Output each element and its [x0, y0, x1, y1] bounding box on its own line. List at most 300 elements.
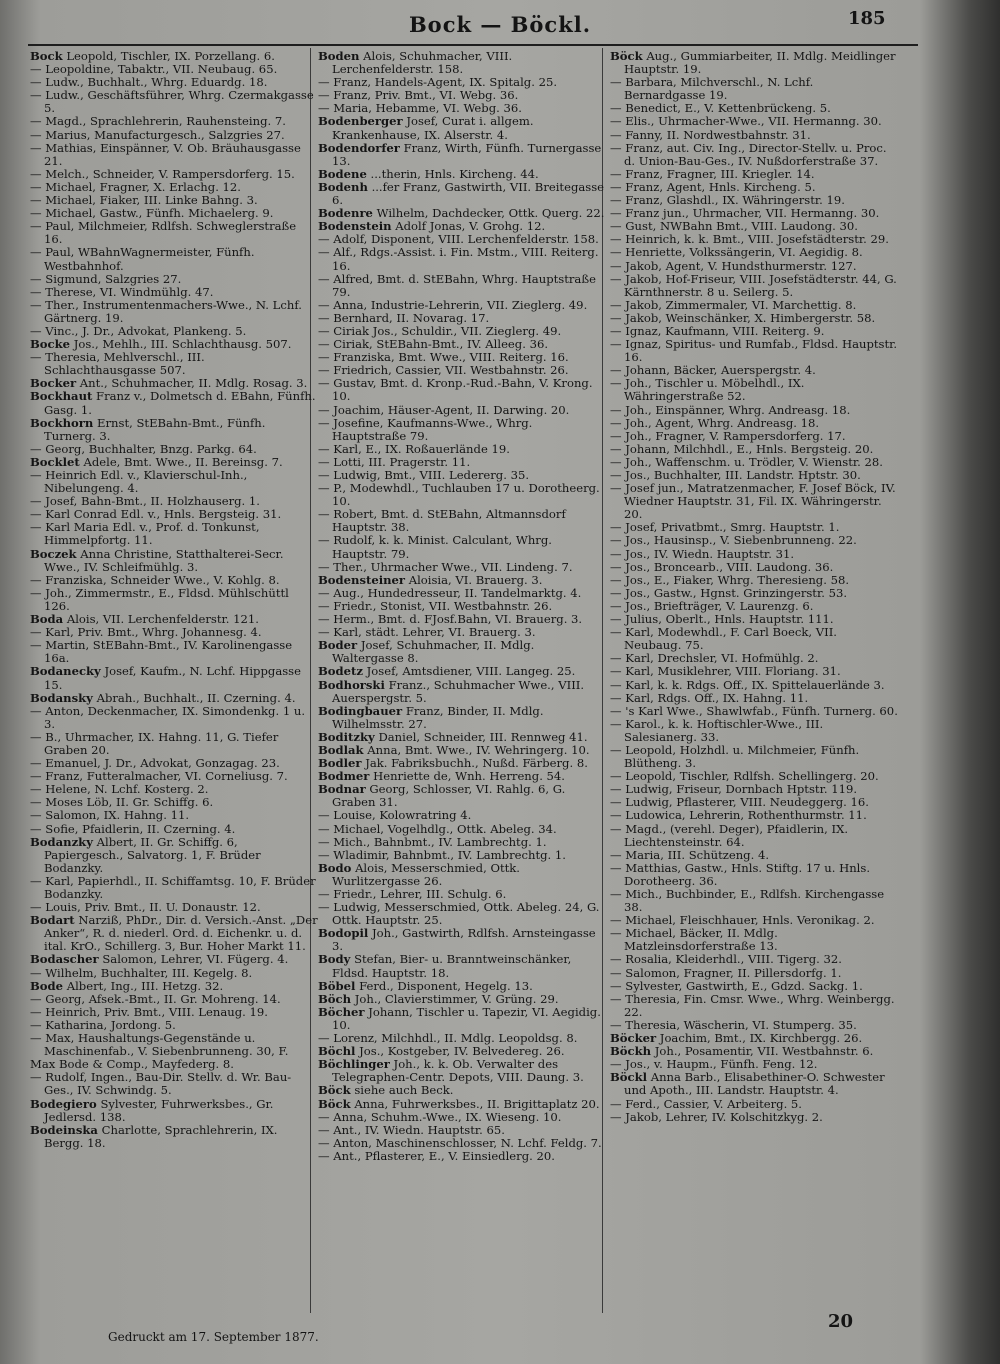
- entry-text: — Matthias, Gastw., Hnls. Stiftg. 17 u. Hnls. Dorotheerg. 36.: [610, 860, 871, 888]
- directory-entry: [610, 338, 898, 364]
- entry-text: — Ignaz, Spiritus- und Rumfab., Fldsd. Hauptstr. 16.: [610, 337, 898, 365]
- entry-text: — Ciriak, StEBahn-Bmt., IV. Alleeg. 36.: [318, 337, 549, 352]
- directory-entry: [610, 823, 898, 849]
- directory-entry: [318, 377, 606, 403]
- entry-text: Anna, Fuhrwerksbes., II. Brigittaplatz 20.: [354, 1096, 600, 1111]
- directory-entry: [610, 142, 898, 168]
- entry-text: — Heinrich Edl. v., Klavierschul-Inh., Nibelungeng. 4.: [30, 468, 248, 496]
- entry-text: — Louis, Priv. Bmt., II. U. Donaustr. 12.: [30, 900, 261, 915]
- directory-entry: [30, 731, 318, 757]
- entry-text: — Katharina, Jordong. 5.: [30, 1017, 176, 1032]
- directory-entry: [318, 50, 606, 76]
- entry-text: — Elis., Uhrmacher-Wwe., VII. Hermanng. 30.: [610, 114, 882, 129]
- entry-text: — Jos., Briefträger, V. Laurenzg. 6.: [610, 598, 814, 613]
- directory-entry: [30, 548, 318, 574]
- entry-text: Adolf Jonas, V. Grohg. 12.: [395, 219, 546, 234]
- entry-text: — Lorenz, Milchhdl., II. Mdlg. Leopoldsg. 8.: [318, 1031, 578, 1046]
- entry-text: — Ludwig, Bmt., VIII. Ledererg. 35.: [318, 468, 530, 482]
- entry-text: — Michael, Fragner, X. Erlachg. 12.: [30, 179, 241, 194]
- entry-text: — Leopoldine, Tabaktr., VII. Neubaug. 65.: [30, 62, 278, 77]
- entry-text: — Salomon, IX. Hahng. 11.: [30, 808, 190, 823]
- entry-text: Albert, Ing., III. Hetzg. 32.: [66, 978, 224, 993]
- entry-text: Alois, Messerschmied, Ottk. Wurlitzergasse 26.: [332, 860, 520, 888]
- entry-text: — Franz, aut. Civ. Ing., Director-Stellv. u. Proc. d. Union-Bau-Ges., IV. Nußdorferstraße 37.: [610, 140, 887, 168]
- entry-surname: Boczek: [30, 546, 77, 561]
- entry-surname: Bodensteiner: [318, 572, 406, 587]
- entry-text: ...therin, Hnls. Kircheng. 44.: [370, 166, 539, 181]
- directory-entry: [30, 417, 318, 443]
- directory-entry: [318, 142, 606, 168]
- entry-text: — Karl, städt. Lehrer, VI. Brauerg. 3.: [318, 625, 536, 640]
- entry-text: — Henriette, Volkssängerin, VI. Aegidig. 8.: [610, 245, 863, 260]
- entry-surname: Böcher: [318, 1004, 365, 1019]
- directory-entry: [318, 1058, 606, 1084]
- entry-text: — Heinrich, Priv. Bmt., VIII. Lenaug. 19.: [30, 1004, 268, 1019]
- entry-surname: Bodenh: [318, 179, 368, 194]
- entry-surname: Bocke: [30, 337, 71, 352]
- entry-surname: Bockhaut: [30, 389, 93, 404]
- entry-text: — Ludwig, Friseur, Dornbach Hptstr. 119.: [610, 782, 858, 797]
- entry-text: — Franziska, Bmt. Wwe., VIII. Reiterg. 16.: [318, 350, 569, 365]
- entry-text: — Franz, Futteralmacher, VI. Corneliusg. 7.: [30, 769, 288, 784]
- entry-surname: Böckl: [610, 1070, 648, 1085]
- entry-surname: Bodetz: [318, 664, 363, 679]
- entry-surname: Bocklet: [30, 454, 80, 469]
- entry-text: — Joh., Einspänner, Whrg. Andreasg. 18.: [610, 402, 851, 417]
- entry-text: — Friedr., Lehrer, III. Schulg. 6.: [318, 887, 507, 901]
- entry-text: Johann, Tischler u. Tapezir, VI. Aegidig. 10.: [332, 1004, 601, 1032]
- directory-entry: [318, 181, 606, 207]
- entry-text: — Friedr., Stonist, VII. Westbahnstr. 26.: [318, 598, 553, 613]
- entry-text: — Jos., Buchhalter, III. Landstr. Hptstr. 30.: [610, 468, 861, 482]
- entry-text: — Johann, Milchhdl., E., Hnls. Bergsteig. 20.: [610, 441, 874, 456]
- entry-text: — Jos., E., Fiaker, Whrg. Theresieng. 58.: [610, 572, 850, 587]
- entry-text: — Magd., Sprachlehrerin, Rauhensteing. 7.: [30, 114, 286, 129]
- entry-text: — Benedict, E., V. Kettenbrückeng. 5.: [610, 101, 831, 116]
- entry-text: — Lotti, III. Pragerstr. 11.: [318, 454, 471, 469]
- directory-entry: [30, 299, 318, 325]
- directory-entry: [30, 469, 318, 495]
- entry-text: — Karl, E., IX. Roßauerlände 19.: [318, 441, 510, 456]
- entry-text: Joachim, Bmt., IX. Kirchbergg. 26.: [659, 1031, 863, 1046]
- entry-text: — Ludw., Geschäftsführer, Whrg. Czermakgasse 5.: [30, 88, 314, 116]
- entry-text: — Heinrich, k. k. Bmt., VIII. Josefstädterstr. 29.: [610, 232, 889, 247]
- entry-text: — Jakob, Hof-Friseur, VIII. Josefstädterstr. 44, G. Kärnthnerstr. 8 u. Seilerg. 5.: [610, 271, 897, 299]
- sheet-signature: 20: [828, 1311, 854, 1332]
- entry-surname: Bodenberger: [318, 114, 403, 129]
- entry-text: — Joh., Zimmermstr., E., Fldsd. Mühlschüttl 126.: [30, 585, 289, 613]
- entry-text: — Sylvester, Gastwirth, E., Gdzd. Sackg. 1.: [610, 978, 863, 993]
- entry-surname: Bodansky: [30, 690, 93, 705]
- entry-text: — Jos., Broncearb., VIII. Laudong. 36.: [610, 559, 834, 574]
- entry-text: — Karl, Modewhdl., F. Carl Boeck, VII. Neubaug. 75.: [610, 625, 837, 653]
- entry-text: — B., Uhrmacher, IX. Hahng. 11, G. Tiefer Graben 20.: [30, 729, 279, 757]
- entry-surname: Boditzky: [318, 729, 375, 744]
- entry-text: — Ludw., Buchhalt., Whrg. Eduardg. 18.: [30, 75, 268, 90]
- entry-text: — Therese, VI. Windmühlg. 47.: [30, 284, 214, 299]
- header-rule: [28, 44, 918, 46]
- entry-text: — Theresia, Mehlverschl., III. Schlachthausgasse 507.: [30, 350, 205, 378]
- entry-text: — Jakob, Zimmermaler, VI. Marchettig. 8.: [610, 297, 857, 312]
- directory-entry: [318, 1150, 606, 1163]
- entry-text: Ant., Schuhmacher, II. Mdlg. Rosag. 3.: [79, 376, 308, 391]
- entry-text: Max Bode & Comp., Mayfederg. 8.: [30, 1057, 234, 1072]
- entry-surname: Bocker: [30, 376, 77, 391]
- directory-entry: [318, 115, 606, 141]
- entry-text: — Moses Löb, II. Gr. Schiffg. 6.: [30, 795, 214, 810]
- entry-surname: Bodo: [318, 860, 352, 875]
- entry-text: — Melch., Schneider, V. Rampersdorferg. 15.: [30, 166, 295, 181]
- entry-text: — Wilhelm, Buchhalter, III. Kegelg. 8.: [30, 965, 253, 980]
- entry-text: — Josefine, Kaufmanns-Wwe., Whrg. Hauptstraße 79.: [318, 415, 533, 443]
- entry-surname: Böbel: [318, 978, 356, 993]
- directory-entry: [318, 534, 606, 560]
- entry-surname: Böckh: [610, 1044, 652, 1059]
- directory-entry: [30, 875, 318, 901]
- directory-entry: [30, 142, 318, 168]
- entry-surname: Bodeinska: [30, 1122, 98, 1137]
- entry-text: — Leopold, Holzhdl. u. Milchmeier, Fünfh. Blütheng. 3.: [610, 742, 860, 771]
- entry-surname: Bodnar: [318, 782, 366, 797]
- entry-text: Albert, II. Gr. Schiffg. 6, Papiergesch., Salvatorg. 1, F. Brüder Bodanzky.: [44, 834, 261, 875]
- entry-text: — Max, Haushaltungs-Gegenstände u. Maschinenfab., V. Siebenbrunneng. 30, F.: [30, 1031, 289, 1059]
- directory-entry: [610, 1111, 898, 1124]
- entry-surname: Böchl: [318, 1044, 356, 1059]
- entry-text: — Louise, Kolowratring 4.: [318, 808, 472, 823]
- entry-text: — Josef jun., Matratzenmacher, F. Josef Böck, IV. Wiedner Hauptstr. 31, Fil. IX. Währingerstr. 20.: [610, 481, 896, 522]
- entry-text: — Jakob, Lehrer, IV. Kolschitzkyg. 2.: [610, 1109, 823, 1124]
- directory-entry: [30, 836, 318, 875]
- entry-text: — Magd., (verehl. Deger), Pfaidlerin, IX. Liechtensteinstr. 64.: [610, 821, 849, 849]
- entry-surname: Bode: [30, 978, 64, 993]
- directory-entry: [30, 220, 318, 246]
- entry-text: Franz v., Dolmetsch d. EBahn, Fünfh. Gasg. 1.: [44, 389, 316, 417]
- directory-entry: [610, 927, 898, 953]
- entry-text: Ernst, StEBahn-Bmt., Fünfh. Turnerg. 3.: [44, 415, 266, 443]
- entry-surname: Bodlak: [318, 742, 364, 757]
- directory-entry: [30, 351, 318, 377]
- directory-entry: [30, 1032, 318, 1058]
- entry-text: Joh., Clavierstimmer, V. Grüng. 29.: [354, 991, 559, 1006]
- entry-surname: Bodenstein: [318, 219, 392, 234]
- directory-column-2: [318, 50, 606, 1163]
- entry-text: — 's Karl Wwe., Shawlwfab., Fünfh. Turnerg. 60.: [610, 703, 898, 718]
- entry-text: — Rudolf, Ingen., Bau-Dir. Stellv. d. Wr. Bau-Ges., IV. Schwindg. 5.: [30, 1070, 292, 1098]
- directory-entry: [30, 665, 318, 691]
- directory-entry: [318, 639, 606, 665]
- entry-text: — Ciriak Jos., Schuldir., VII. Zieglerg. 49.: [318, 323, 562, 338]
- entry-text: Alois, VII. Lerchenfelderstr. 121.: [66, 612, 259, 627]
- entry-text: — Joh., Fragner, V. Rampersdorferg. 17.: [610, 428, 846, 443]
- entry-surname: Bodendorfer: [318, 140, 400, 155]
- entry-surname: Böch: [318, 991, 352, 1006]
- entry-text: — Jos., Gastw., Hgnst. Grinzingerstr. 53.: [610, 585, 848, 600]
- entry-text: — Ther., Uhrmacher Wwe., VII. Lindeng. 7.: [318, 559, 573, 574]
- entry-surname: Bodanzky: [30, 834, 93, 849]
- entry-text: — Michael, Gastw., Fünfh. Michaelerg. 9.: [30, 206, 274, 221]
- entry-text: — Ther., Instrumentenmachers-Wwe., N. Lchf. Gärtnerg. 19.: [30, 297, 302, 325]
- entry-surname: Body: [318, 952, 351, 967]
- entry-text: — Karl, Papierhdl., II. Schiffamtsg. 10, F. Brüder Bodanzky.: [30, 873, 316, 901]
- entry-text: — Ludwig, Messerschmied, Ottk. Abeleg. 24, G. Ottk. Hauptstr. 25.: [318, 900, 600, 928]
- print-date: Gedruckt am 17. September 1877.: [108, 1330, 319, 1344]
- directory-entry: [318, 953, 606, 979]
- entry-text: — Michael, Fiaker, III. Linke Bahng. 3.: [30, 193, 258, 208]
- entry-text: Abrah., Buchhalt., II. Czerning. 4.: [96, 690, 296, 705]
- entry-surname: Böck: [318, 1096, 351, 1111]
- directory-entry: [318, 508, 606, 534]
- directory-entry: [610, 50, 898, 76]
- entry-text: Henriette de, Wnh. Herreng. 54.: [373, 769, 565, 784]
- directory-entry: [610, 718, 898, 744]
- entry-text: — Julius, Oberlt., Hnls. Hauptstr. 111.: [610, 612, 834, 627]
- entry-text: — Bernhard, II. Novarag. 17.: [318, 310, 490, 325]
- directory-entry: [318, 679, 606, 705]
- entry-text: — Michael, Fleischhauer, Hnls. Veronikag. 2.: [610, 913, 875, 928]
- entry-text: — Ludwig, Pflasterer, VIII. Neudeggerg. 16.: [610, 795, 869, 810]
- entry-text: — Ludowica, Lehrerin, Rothenthurmstr. 11.: [610, 808, 867, 823]
- directory-entry: [318, 862, 606, 888]
- entry-text: — Sofie, Pfaidlerin, II. Czerning. 4.: [30, 821, 236, 836]
- entry-surname: Boda: [30, 612, 64, 627]
- entry-text: Anna Christine, Statthalterei-Secr. Wwe., IV. Schleifmühlg. 3.: [44, 546, 284, 574]
- directory-entry: [30, 390, 318, 416]
- entry-text: Wilhelm, Dachdecker, Ottk. Querg. 22.: [376, 206, 605, 221]
- entry-text: Charlotte, Sprachlehrerin, IX. Bergg. 18.: [44, 1122, 278, 1150]
- directory-entry: [610, 888, 898, 914]
- entry-text: — Karl, k. k. Rdgs. Off., IX. Spittelauerlände 3.: [610, 677, 885, 692]
- directory-entry: [30, 1124, 318, 1150]
- entry-text: Josef, Kaufm., N. Lchf. Hippgasse 15.: [44, 664, 301, 692]
- entry-text: — Anton, Maschinenschlosser, N. Lchf. Feldg. 7.: [318, 1135, 602, 1150]
- directory-entry: [30, 521, 318, 547]
- entry-text: — Ant., IV. Wiedn. Hauptstr. 65.: [318, 1122, 505, 1137]
- entry-surname: Bodascher: [30, 952, 99, 967]
- page-number: 185: [848, 8, 886, 29]
- directory-entry: [30, 1071, 318, 1097]
- entry-text: Daniel, Schneider, III. Rennweg 41.: [378, 729, 588, 744]
- entry-text: — Karl, Musiklehrer, VIII. Floriang. 31.: [610, 664, 841, 679]
- entry-surname: Bock: [30, 49, 63, 63]
- entry-text: — Anna, Schuhm.-Wwe., IX. Wieseng. 10.: [318, 1109, 562, 1124]
- entry-text: Franz, Wirth, Fünfh. Turnergasse 13.: [332, 140, 602, 168]
- entry-text: — Helene, N. Lchf. Kosterg. 2.: [30, 782, 209, 797]
- entry-text: — P., Modewhdl., Tuchlauben 17 u. Dorotheerg. 10.: [318, 481, 600, 509]
- directory-entry: [30, 705, 318, 731]
- entry-text: Adele, Bmt. Wwe., II. Bereinsg. 7.: [83, 454, 283, 469]
- entry-text: ...fer Franz, Gastwirth, VII. Breitegasse 6.: [332, 179, 605, 208]
- entry-text: — Friedrich, Cassier, VII. Westbahnstr. 26.: [318, 363, 569, 378]
- directory-entry: [610, 482, 898, 521]
- entry-surname: Bodart: [30, 913, 75, 928]
- entry-surname: Bodmer: [318, 769, 370, 784]
- entry-text: Aug., Gummiarbeiter, II. Mdlg. Meidlinger Hauptstr. 19.: [624, 49, 896, 77]
- directory-entry: [318, 1006, 606, 1032]
- entry-surname: Bodingbauer: [318, 703, 403, 718]
- directory-entry: [30, 587, 318, 613]
- entry-text: — Franz, Glashdl., IX. Währingerstr. 19.: [610, 193, 845, 208]
- entry-text: — Ferd., Cassier, V. Arbeiterg. 5.: [610, 1096, 802, 1111]
- entry-text: — Jos., Hausinsp., V. Siebenbrunneng. 22.: [610, 533, 857, 548]
- entry-text: Stefan, Bier- u. Branntweinschänker, Fldsd. Hauptstr. 18.: [332, 952, 572, 980]
- directory-entry: [610, 1071, 898, 1097]
- entry-text: — Gust, NWBahn Bmt., VIII. Laudong. 30.: [610, 219, 858, 234]
- entry-text: Josef, Curat i. allgem. Krankenhause, IX. Alserstr. 4.: [332, 114, 534, 142]
- entry-text: — Jakob, Weinschänker, X. Himbergerstr. 58.: [610, 310, 876, 325]
- directory-entry: [610, 626, 898, 652]
- entry-surname: Bodanecky: [30, 664, 101, 679]
- directory-entry: [610, 993, 898, 1019]
- directory-entry: [318, 273, 606, 299]
- entry-text: — Joh., Agent, Whrg. Andreasg. 18.: [610, 415, 820, 430]
- entry-text: Joh., k. k. Ob. Verwalter des Telegraphen-Centr. Depots, VIII. Daung. 3.: [332, 1057, 584, 1085]
- entry-text: — Theresia, Wäscherin, VI. Stumperg. 35.: [610, 1017, 857, 1032]
- directory-entry: [610, 76, 898, 102]
- entry-text: — Alfred, Bmt. d. StEBahn, Whrg. Hauptstraße 79.: [318, 271, 596, 299]
- entry-text: Narziß, PhDr., Dir. d. Versich.-Anst. „Der Anker“, R. d. niederl. Ord. d. Eichenkr. u. d. ital. KrO., Schillerg. 3, Bur. Hoher Markt 11.: [44, 913, 318, 954]
- entry-text: Sylvester, Fuhrwerksbes., Gr. Jedlersd. 138.: [44, 1096, 274, 1124]
- directory-entry: [318, 417, 606, 443]
- entry-text: — Karl Conrad Edl. v., Hnls. Bergsteig. 31.: [30, 507, 282, 522]
- entry-text: — Rudolf, k. k. Minist. Calculant, Whrg. Hauptstr. 79.: [318, 533, 552, 561]
- directory-entry: [318, 901, 606, 927]
- directory-entry: [30, 246, 318, 272]
- entry-text: Alois, Schuhmacher, VIII. Lerchenfelderstr. 158.: [332, 49, 513, 77]
- entry-text: — Michael, Bäcker, II. Mdlg. Matzleinsdorferstraße 13.: [610, 926, 778, 954]
- entry-text: — Jakob, Agent, V. Hundsthurmerstr. 127.: [610, 258, 857, 273]
- entry-text: — Rosalia, Kleiderhdl., VIII. Tigerg. 32.: [610, 952, 842, 967]
- entry-surname: Böck: [610, 49, 643, 63]
- entry-text: — Adolf, Disponent, VIII. Lerchenfelderstr. 158.: [318, 232, 599, 247]
- entry-text: — Marius, Manufacturgesch., Salzgries 27.: [30, 127, 285, 142]
- entry-text: — Karl Maria Edl. v., Prof. d. Tonkunst, Himmelpfortg. 11.: [30, 520, 260, 548]
- directory-entry: [610, 744, 898, 770]
- entry-text: — Jos., v. Haupm., Fünfh. Feng. 12.: [610, 1057, 818, 1072]
- entry-text: — Mathias, Einspänner, V. Ob. Bräuhausgasse 21.: [30, 140, 301, 168]
- entry-text: — Barbara, Milchverschl., N. Lchf. Bernardgasse 19.: [610, 75, 814, 103]
- entry-text: — Joh., Tischler u. Möbelhdl., IX. Währingerstraße 52.: [610, 376, 805, 404]
- entry-surname: Bodhorski: [318, 677, 385, 692]
- entry-surname: Bockhorn: [30, 415, 94, 430]
- entry-text: — Georg, Afsek.-Bmt., II. Gr. Mohreng. 14.: [30, 991, 281, 1006]
- entry-text: — Michael, Vogelhdlg., Ottk. Abeleg. 34.: [318, 821, 557, 836]
- entry-text: — Aug., Hundedresseur, II. Tandelmarktg. 4.: [318, 585, 582, 600]
- entry-text: Leopold, Tischler, IX. Porzellang. 6.: [66, 49, 275, 63]
- entry-text: — Franz, Agent, Hnls. Kircheng. 5.: [610, 179, 816, 194]
- entry-text: — Salomon, Fragner, II. Pillersdorfg. 1.: [610, 965, 842, 980]
- entry-text: — Robert, Bmt. d. StEBahn, Altmannsdorf Hauptstr. 38.: [318, 507, 566, 535]
- directory-entry: [30, 914, 318, 953]
- entry-text: — Theresia, Fin. Cmsr. Wwe., Whrg. Weinbergg. 22.: [610, 991, 895, 1019]
- entry-text: — Jos., IV. Wiedn. Hauptstr. 31.: [610, 546, 795, 561]
- entry-text: Joh., Gastwirth, Rdlfsh. Arnsteingasse 3.: [332, 926, 596, 954]
- entry-text: — Maria, III. Schützeng. 4.: [610, 847, 770, 862]
- entry-text: Anna, Bmt. Wwe., IV. Wehringerg. 10.: [367, 742, 590, 757]
- entry-text: — Joh., Waffenschm. u. Trödler, V. Wienstr. 28.: [610, 454, 883, 469]
- entry-text: Josef, Amtsdiener, VIII. Langeg. 25.: [366, 664, 576, 679]
- entry-text: Josef, Schuhmacher, II. Mdlg. Waltergasse 8.: [332, 638, 535, 666]
- entry-text: — Josef, Privatbmt., Smrg. Hauptstr. 1.: [610, 520, 840, 535]
- entry-text: — Franz, Handels-Agent, IX. Spitalg. 25.: [318, 75, 558, 90]
- entry-text: — Karl, Priv. Bmt., Whrg. Johannesg. 4.: [30, 625, 262, 640]
- directory-column-1: [30, 50, 318, 1150]
- directory-entry: [30, 639, 318, 665]
- directory-entry: [318, 927, 606, 953]
- entry-text: Ferd., Disponent, Hegelg. 13.: [359, 978, 533, 993]
- entry-surname: Bodler: [318, 756, 362, 771]
- entry-text: — Fanny, II. Nordwestbahnstr. 31.: [610, 127, 811, 142]
- entry-text: — Anton, Deckenmacher, IX. Simondenkg. 1 u. 3.: [30, 703, 306, 731]
- entry-text: — Ant., Pflasterer, E., V. Einsiedlerg. 20.: [318, 1148, 555, 1163]
- entry-surname: Böchlinger: [318, 1057, 390, 1072]
- entry-text: Anna Barb., Elisabethiner-O. Schwester und Apoth., III. Landstr. Hauptstr. 4.: [624, 1070, 885, 1098]
- entry-surname: Bodegiero: [30, 1096, 97, 1111]
- entry-text: — Franz jun., Uhrmacher, VII. Hermanng. 30.: [610, 206, 880, 221]
- entry-text: Jak. Fabriksbuchh., Nußd. Färberg. 8.: [365, 756, 588, 771]
- entry-text: — Herm., Bmt. d. FJosf.Bahn, VI. Brauerg. 3.: [318, 612, 583, 627]
- directory-entry: [318, 705, 606, 731]
- entry-text: — Vinc., J. Dr., Advokat, Plankeng. 5.: [30, 323, 247, 338]
- entry-text: — Karol., k. k. Hoftischler-Wwe., III. Salesianerg. 33.: [610, 716, 824, 744]
- directory-entry: [318, 783, 606, 809]
- entry-text: — Karl, Rdgs. Off., IX. Hahng. 11.: [610, 690, 809, 705]
- entry-text: — Paul, WBahnWagnermeister, Fünfh. Westbahnhof.: [30, 245, 255, 273]
- entry-text: — Martin, StEBahn-Bmt., IV. Karolinengasse 16a.: [30, 638, 293, 666]
- page-title: Bock — Böckl.: [408, 12, 592, 37]
- directory-entry: [318, 482, 606, 508]
- entry-text: — Gustav, Bmt. d. Kronp.-Rud.-Bahn, V. Krong. 10.: [318, 376, 593, 404]
- entry-surname: Böcker: [610, 1031, 657, 1046]
- entry-text: — Franz, Fragner, III. Kriegler. 14.: [610, 166, 815, 181]
- entry-text: — Wladimir, Bahnbmt., IV. Lambrechtg. 1.: [318, 847, 566, 862]
- entry-text: Joh., Posamentir, VII. Westbahnstr. 6.: [654, 1044, 874, 1059]
- directory-entry: [30, 89, 318, 115]
- entry-text: — Maria, Hebamme, VI. Webg. 36.: [318, 101, 522, 116]
- entry-text: — Anna, Industrie-Lehrerin, VII. Zieglerg. 49.: [318, 297, 588, 312]
- directory-entry: [610, 377, 898, 403]
- entry-surname: Böck: [318, 1083, 351, 1098]
- directory-entry: [30, 1098, 318, 1124]
- entry-surname: Bodenre: [318, 206, 373, 221]
- directory-entry: [318, 246, 606, 272]
- entry-text: — Sigmund, Salzgries 27.: [30, 271, 182, 286]
- entry-text: — Ignaz, Kaufmann, VIII. Reiterg. 9.: [610, 323, 825, 338]
- entry-text: Georg, Schlosser, VI. Rahlg. 6, G. Graben 31.: [332, 782, 566, 810]
- entry-text: — Josef, Bahn-Bmt., II. Holzhauserg. 1.: [30, 494, 260, 509]
- entry-text: Jos., Kostgeber, IV. Belvedereg. 26.: [359, 1044, 565, 1059]
- entry-text: — Alf., Rdgs.-Assist. i. Fin. Mstm., VIII. Reiterg. 16.: [318, 245, 599, 273]
- entry-text: — Georg, Buchhalter, Bnzg. Parkg. 64.: [30, 441, 257, 456]
- entry-text: Franz., Schuhmacher Wwe., VIII. Auerspergstr. 5.: [332, 677, 585, 705]
- entry-text: Jos., Mehlh., III. Schlachthausg. 507.: [73, 337, 292, 352]
- entry-surname: Bodopil: [318, 926, 369, 941]
- entry-surname: Boden: [318, 49, 360, 63]
- entry-text: Franz, Binder, II. Mdlg. Wilhelmsstr. 27.: [332, 703, 544, 731]
- entry-text: — Franz, Priv. Bmt., VI. Webg. 36.: [318, 88, 519, 103]
- directory-entry: [610, 862, 898, 888]
- directory-column-3: [610, 50, 898, 1124]
- entry-text: — Mich., Bahnbmt., IV. Lambrechtg. 1.: [318, 834, 547, 849]
- entry-text: — Mich., Buchbinder, E., Rdlfsh. Kirchengasse 38.: [610, 887, 885, 915]
- entry-text: Aloisia, VI. Brauerg. 3.: [408, 572, 543, 587]
- entry-text: — Karl, Drechsler, VI. Hofmühlg. 2.: [610, 651, 819, 666]
- entry-text: siehe auch Beck.: [354, 1083, 454, 1098]
- entry-text: Salomon, Lehrer, VI. Fügerg. 4.: [102, 952, 289, 967]
- entry-text: — Joachim, Häuser-Agent, II. Darwing. 20.: [318, 402, 570, 417]
- entry-text: — Paul, Milchmeier, Rdlfsh. Schweglerstraße 16.: [30, 219, 297, 247]
- entry-surname: Boder: [318, 638, 358, 653]
- entry-text: — Emanuel, J. Dr., Advokat, Gonzagag. 23.: [30, 756, 280, 771]
